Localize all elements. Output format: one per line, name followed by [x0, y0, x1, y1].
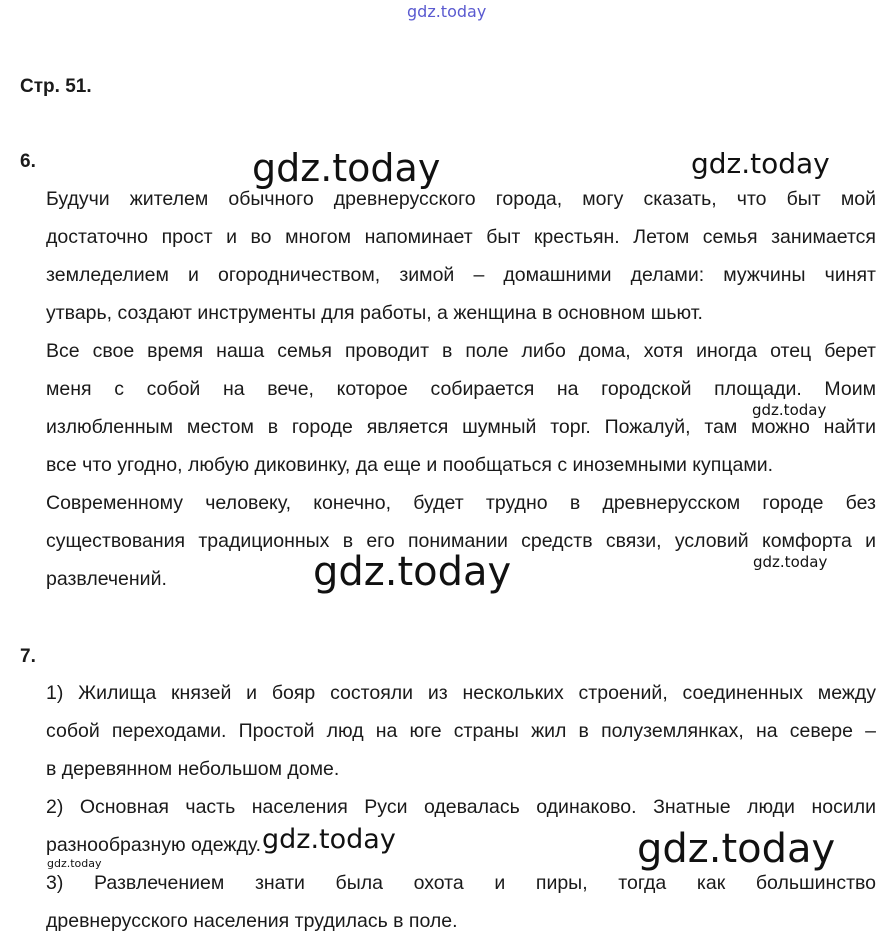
task-number: 6. [20, 151, 36, 172]
text-line: Современному человеку, конечно, будет трудно в древнерусском городе без [46, 492, 876, 514]
text-line: древнерусского населения трудилась в поле. [46, 910, 458, 932]
text-line: 3) Развлечением знати была охота и пиры, тогда как большинство [46, 872, 876, 894]
text-line: Все свое время наша семья проводит в поле либо дома, хотя иногда отец берет [46, 340, 876, 362]
text-line: разнообразную одежду. [46, 834, 262, 856]
text-line: собой переходами. Простой люд на юге страны жил в полуземлянках, на севере – [46, 720, 876, 742]
text-line: в деревянном небольшом доме. [46, 758, 340, 780]
watermark: gdz.today [252, 146, 441, 190]
text-line: 1) Жилища князей и бояр состояли из нескольких строений, соединенных между [46, 682, 876, 704]
text-line: существования традиционных в его понимании средств связи, условий комфорта и [46, 530, 876, 552]
paragraph [20, 180, 876, 332]
paragraph [20, 484, 876, 598]
text-line: все что угодно, любую диковинку, да еще и пообщаться с иноземными купцами. [46, 454, 774, 476]
watermark: gdz.today [753, 553, 828, 571]
text-line: Будучи жителем обычного древнерусского города, могу сказать, что быт мой [46, 188, 876, 210]
text-line: достаточно прост и во многом напоминает быт крестьян. Летом семья занимается [46, 226, 876, 248]
watermark: gdz.today [47, 857, 102, 870]
text-line: земледелием и огородничеством, зимой – домашними делами: мужчины чинят [46, 264, 876, 286]
task-number: 7. [20, 646, 36, 667]
text-line: утварь, создают инструменты для работы, а женщина в основном шьют. [46, 302, 703, 324]
text-line: 2) Основная часть населения Руси одевалась одинаково. Знатные люди носили [46, 796, 876, 818]
page-label: Стр. 51. [20, 76, 92, 97]
text-line: излюбленным местом в городе является шумный торг. Пожалуй, там можно найти [46, 416, 876, 438]
text-line: развлечений. [46, 568, 167, 590]
watermark-top: gdz.today [407, 2, 487, 21]
watermark: gdz.today [691, 147, 830, 180]
text-line: меня с собой на вече, которое собирается на городской площади. Моим [46, 378, 876, 400]
watermark: gdz.today [262, 824, 396, 855]
watermark: gdz.today [637, 826, 836, 872]
paragraph [20, 674, 876, 788]
watermark: gdz.today [752, 401, 827, 419]
paragraph [20, 332, 876, 484]
paragraph [20, 864, 876, 940]
watermark: gdz.today [313, 549, 512, 595]
paragraph [20, 788, 876, 864]
